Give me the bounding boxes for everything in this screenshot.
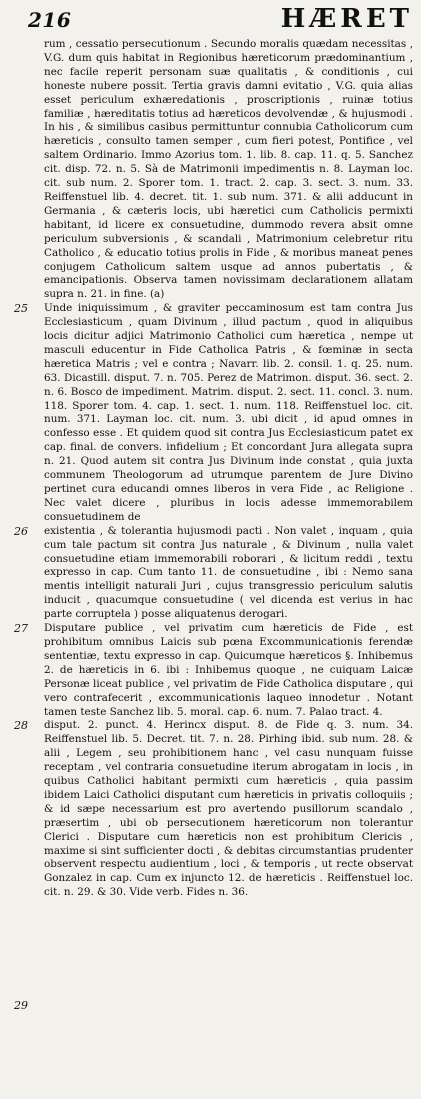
paragraph-27 [14,622,413,719]
paragraph-26 [14,524,413,622]
margin-number-29: 29 [14,999,28,1013]
running-title: HÆRET [280,4,413,34]
paragraph-text: existentia , & tolerantia hujusmodi pacti . Non valet , inquam , quia cum tale pactum sit contra Jus naturale , & Divinum , nulla valet consuetudine etiam immemorabili roborari , & licitum reddi , textu expresso in cap. Cum tanto 11. de consuetudine , ibi : Nemo sana mentis intelligit naturali Juri , cujus transgressio periculum salutis inducit , quacumque consuetudine ( vel dicenda est verius in hac parte corruptela ) posse aliquatenus derogari. [44,524,413,621]
paragraph-text: rum , cessatio persecutionum . Secundo moralis quædam necessitas , V.G. dum quis habitat in Regionibus hæreticorum prædominantium , nec facile reperit personam suæ qualitatis , & conditionis , cui honeste nubere possit. Tertia gravis damni evitatio , V.G. quia alias esset periculum exhæredationis , proscriptionis , ruinæ totius familiæ , hæreditatis totius ad hæreticos devolvendæ , & hujusmodi . In his , & similibus casibus permittuntur connubia Catholicorum cum hæreticis , consulto tamen semper , cum fieri potest, Pontifice , vel saltem Ordinario. Immo Azorius tom. 1. lib. 8. cap. 11. q. 5. Sanchez cit. disp. 72. n. 5. Sà de Matrimonii impedimentis n. 8. Layman loc. cit. sub num. 2. Sporer tom. 1. tract. 2. cap. 3. sect. 3. num. 33. Reiffenstuel lib. 4. decret. tit. 1. sub num. 371. & alii adducunt in Germania , & cæteris locis, ubi hæretici cum Catholicis permixti habitant, id licere ex consuetudine, dummodo revera absit omne periculum subversionis , & scandali , Matrimonium celebretur ritu Catholico , & educatio totius prolis in Fide , & moribus maneat penes conjugem Catholicum saltem usque ad annos pubertatis , & emancipationis. Observa tamen novissimam declarationem allatam supra n. 21. in fine. (a) [44,38,413,301]
page-header [28,4,413,38]
paragraph-text: Disputare publice , vel privatim cum hæreticis de Fide , est prohibitum omnibus Laicis sub pœna Excommunicationis ferendæ sententiæ, textu expresso in cap. Quicumque hæreticos §. Inhibemus 2. de hæreticis in 6. ibi : Inhibemus quoque , ne cuiquam Laicæ Personæ liceat publice , vel privatim de Fide Catholica disputare , qui vero contrafecerit , excommunicationis laqueo innodetur . Notant tamen teste Sanchez lib. 5. moral. cap. 6. num. 7. Palao tract. 4. [44,622,413,718]
paragraph-text: disput. 2. punct. 4. Herincx disput. 8. de Fide q. 3. num. 34. Reiffenstuel lib. 5. Decret. tit. 7. n. 28. Pirhing ibid. sub num. 28. & alii , Legem , seu prohibitionem hanc , vel casu nunquam fuisse receptam , vel contraria consuetudine iterum abrogatam in locis , in quibus Catholici habitant permixti cum hæreticis , quia passim ibidem Laici Catholici disputant cum hæreticis in privatis colloquiis ; & id sæpe necessarium est pro avertendo pusillorum scandalo , præsertim , ubi ob persecutionem hæreticorum non tolerantur Clerici . Disputare cum hæreticis non est prohibitum Clericis , maxime si sint sufficienter docti , & debitas circumstantias prudenter observent respectu audientium , loci , & temporis , ut recte observat Gonzalez in cap. Cum ex injuncto 12. de hæreticis . Reiffenstuel loc. cit. n. 29. & 30. Vide verb. Fides n. 36. [44,719,413,899]
margin-number-25: 25 [14,302,28,316]
body-text [14,38,413,1013]
margin-number-26: 26 [14,524,28,538]
paragraph-text: Unde iniquissimum , & graviter peccaminosum est tam contra Jus Ecclesiasticum , quam Divinum , illud pactum , quod in aliquibus locis dicitur adjici Matrimonio Catholici cum hæretica , nempe ut masculi educentur in Fide Catholica Patris , & fœminæ in secta hæretica Matris ; vel e contra ; Navarr. lib. 2. consil. 1. q. 25. num. 63. Dicastill. disput. 7. n. 705. Perez de Matrimon. disput. 36. sect. 2. n. 6. Bosco de impediment. Matrim. disput. 2. sect. 11. concl. 3. num. 118. Sporer tom. 4. cap. 1. sect. 1. num. 118. Reiffenstuel loc. cit. num. 371. Layman loc. cit. num. 3. ubi dicit , id apud omnes in confesso esse . Et quidem quod sit contra Jus Ecclesiasticum patet ex cap. final. de convers. infidelium ; Et concordant Jura allegata supra n. 21. Quod autem sit contra Jus Divinum inde constat , quia juxta communem Theologorum ad utrumque parentem de Jure Divino pertinet cura educandi omnes liberos in vera Fide , ac Religione . Nec valet dicere , pluribus in locis adesse immemorabilem consuetudinem de [44,302,413,523]
paragraph-25 [14,302,413,525]
paragraph-continuation [44,38,413,302]
paragraph-28 [14,719,413,1013]
page-number: 216 [28,8,72,32]
margin-number-27: 27 [14,622,28,636]
margin-number-28: 28 [14,719,28,733]
